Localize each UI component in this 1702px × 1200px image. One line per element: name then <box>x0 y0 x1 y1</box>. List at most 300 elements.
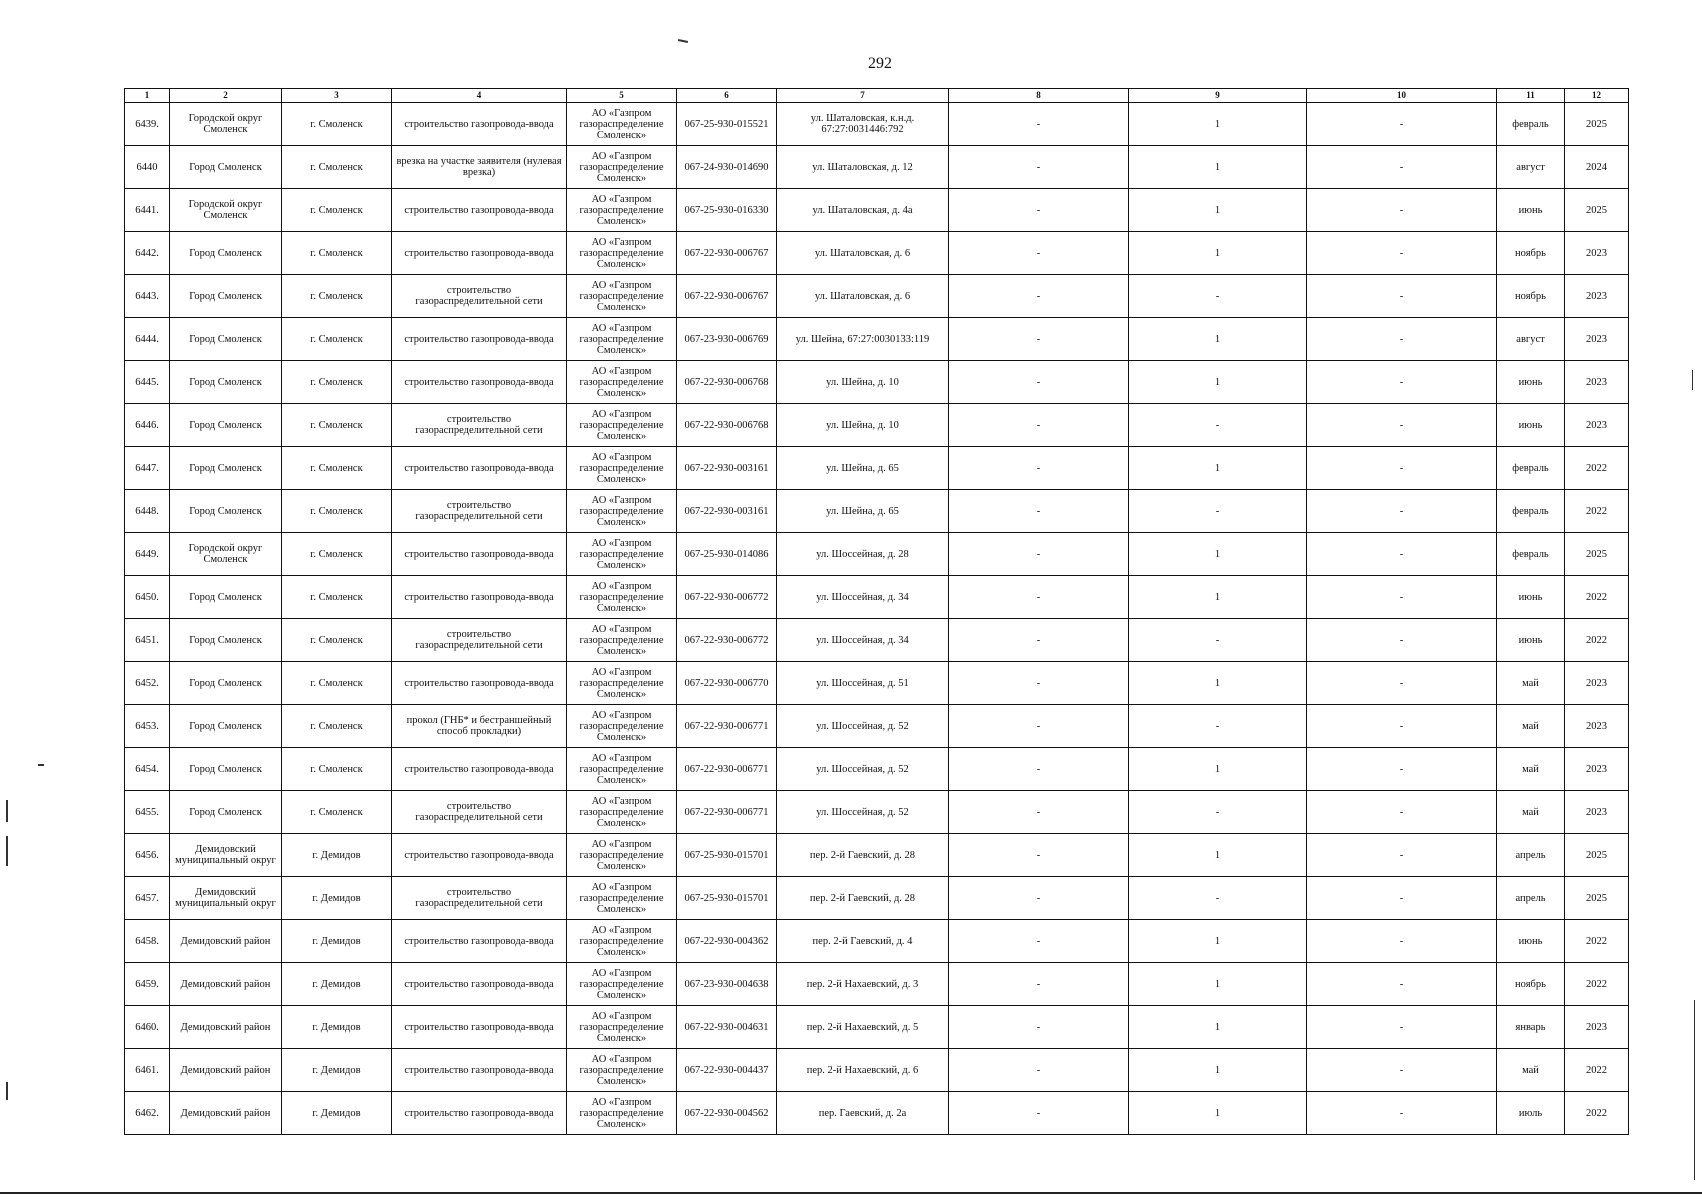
registry-code-cell: 067-22-930-006771 <box>677 791 777 834</box>
year-cell: 2025 <box>1565 877 1629 920</box>
work-type-cell: строительство газопровода-ввода <box>392 189 567 232</box>
year-cell: 2023 <box>1565 275 1629 318</box>
table-row <box>125 189 1629 232</box>
address-cell: ул. Шоссейная, д. 34 <box>777 576 949 619</box>
year-cell: 2023 <box>1565 232 1629 275</box>
month-cell: январь <box>1497 1006 1565 1049</box>
year-cell: 2023 <box>1565 404 1629 447</box>
district-cell: Город Смоленск <box>170 232 282 275</box>
district-cell: Город Смоленск <box>170 146 282 189</box>
column-header-1: 1 <box>125 89 170 103</box>
column-header-9: 9 <box>1129 89 1307 103</box>
organization-cell: АО «Газпром газораспределение Смоленск» <box>567 533 677 576</box>
district-cell: Город Смоленск <box>170 791 282 834</box>
column-9-cell: 1 <box>1129 1006 1307 1049</box>
column-9-cell: 1 <box>1129 103 1307 146</box>
address-cell: ул. Шейна, 67:27:0030133:119 <box>777 318 949 361</box>
column-header-5: 5 <box>567 89 677 103</box>
year-cell: 2022 <box>1565 963 1629 1006</box>
table-row <box>125 834 1629 877</box>
column-10-cell: - <box>1307 189 1497 232</box>
work-type-cell: строительство газопровода-ввода <box>392 361 567 404</box>
settlement-cell: г. Смоленск <box>282 404 392 447</box>
column-8-cell: - <box>949 447 1129 490</box>
column-9-cell: - <box>1129 275 1307 318</box>
column-8-cell: - <box>949 533 1129 576</box>
month-cell: август <box>1497 146 1565 189</box>
column-10-cell: - <box>1307 791 1497 834</box>
year-cell: 2023 <box>1565 705 1629 748</box>
organization-cell: АО «Газпром газораспределение Смоленск» <box>567 748 677 791</box>
year-cell: 2023 <box>1565 318 1629 361</box>
work-type-cell: строительство газопровода-ввода <box>392 447 567 490</box>
column-8-cell: - <box>949 662 1129 705</box>
row-number: 6449. <box>125 533 170 576</box>
month-cell: ноябрь <box>1497 232 1565 275</box>
row-number: 6455. <box>125 791 170 834</box>
settlement-cell: г. Смоленск <box>282 705 392 748</box>
year-cell: 2022 <box>1565 1049 1629 1092</box>
month-cell: июнь <box>1497 189 1565 232</box>
column-10-cell: - <box>1307 318 1497 361</box>
row-number: 6446. <box>125 404 170 447</box>
address-cell: ул. Шейна, д. 65 <box>777 490 949 533</box>
settlement-cell: г. Демидов <box>282 834 392 877</box>
settlement-cell: г. Смоленск <box>282 275 392 318</box>
work-type-cell: строительство газопровода-ввода <box>392 662 567 705</box>
district-cell: Город Смоленск <box>170 748 282 791</box>
table-row <box>125 748 1629 791</box>
column-header-12: 12 <box>1565 89 1629 103</box>
header-row <box>125 89 1629 103</box>
organization-cell: АО «Газпром газораспределение Смоленск» <box>567 877 677 920</box>
work-type-cell: строительство газопровода-ввода <box>392 1006 567 1049</box>
district-cell: Городской округ Смоленск <box>170 189 282 232</box>
organization-cell: АО «Газпром газораспределение Смоленск» <box>567 1092 677 1135</box>
district-cell: Город Смоленск <box>170 447 282 490</box>
work-type-cell: прокол (ГНБ* и бестраншейный способ прокладки) <box>392 705 567 748</box>
column-8-cell: - <box>949 1006 1129 1049</box>
table-row <box>125 318 1629 361</box>
column-8-cell: - <box>949 963 1129 1006</box>
settlement-cell: г. Смоленск <box>282 189 392 232</box>
column-9-cell: - <box>1129 490 1307 533</box>
organization-cell: АО «Газпром газораспределение Смоленск» <box>567 361 677 404</box>
work-type-cell: строительство газораспределительной сети <box>392 275 567 318</box>
organization-cell: АО «Газпром газораспределение Смоленск» <box>567 920 677 963</box>
column-9-cell: - <box>1129 404 1307 447</box>
column-header-6: 6 <box>677 89 777 103</box>
column-8-cell: - <box>949 705 1129 748</box>
address-cell: пер. 2-й Гаевский, д. 28 <box>777 834 949 877</box>
column-9-cell: 1 <box>1129 1049 1307 1092</box>
column-header-10: 10 <box>1307 89 1497 103</box>
row-number: 6454. <box>125 748 170 791</box>
table-row <box>125 963 1629 1006</box>
work-type-cell: строительство газораспределительной сети <box>392 877 567 920</box>
column-8-cell: - <box>949 361 1129 404</box>
table-row <box>125 662 1629 705</box>
month-cell: февраль <box>1497 490 1565 533</box>
district-cell: Город Смоленск <box>170 705 282 748</box>
column-8-cell: - <box>949 103 1129 146</box>
scan-edge-mark <box>1692 370 1693 390</box>
work-type-cell: строительство газопровода-ввода <box>392 576 567 619</box>
month-cell: июль <box>1497 1092 1565 1135</box>
table-row <box>125 490 1629 533</box>
month-cell: июнь <box>1497 404 1565 447</box>
address-cell: ул. Шейна, д. 65 <box>777 447 949 490</box>
work-type-cell: строительство газопровода-ввода <box>392 103 567 146</box>
settlement-cell: г. Смоленск <box>282 318 392 361</box>
address-cell: ул. Шаталовская, д. 6 <box>777 275 949 318</box>
organization-cell: АО «Газпром газораспределение Смоленск» <box>567 1049 677 1092</box>
column-9-cell: 1 <box>1129 189 1307 232</box>
table-row <box>125 275 1629 318</box>
registry-code-cell: 067-22-930-004631 <box>677 1006 777 1049</box>
table-row <box>125 404 1629 447</box>
row-number: 6447. <box>125 447 170 490</box>
year-cell: 2025 <box>1565 834 1629 877</box>
row-number: 6445. <box>125 361 170 404</box>
registry-code-cell: 067-22-930-006771 <box>677 748 777 791</box>
row-number: 6451. <box>125 619 170 662</box>
district-cell: Демидовский район <box>170 1092 282 1135</box>
column-8-cell: - <box>949 834 1129 877</box>
organization-cell: АО «Газпром газораспределение Смоленск» <box>567 103 677 146</box>
registry-code-cell: 067-23-930-004638 <box>677 963 777 1006</box>
organization-cell: АО «Газпром газораспределение Смоленск» <box>567 232 677 275</box>
column-10-cell: - <box>1307 1006 1497 1049</box>
registry-code-cell: 067-22-930-004562 <box>677 1092 777 1135</box>
row-number: 6448. <box>125 490 170 533</box>
column-header-4: 4 <box>392 89 567 103</box>
month-cell: ноябрь <box>1497 963 1565 1006</box>
district-cell: Город Смоленск <box>170 662 282 705</box>
table-row <box>125 146 1629 189</box>
registry-code-cell: 067-22-930-006768 <box>677 404 777 447</box>
settlement-cell: г. Смоленск <box>282 748 392 791</box>
year-cell: 2022 <box>1565 619 1629 662</box>
district-cell: Демидовский муниципальный округ <box>170 834 282 877</box>
page-number: 292 <box>868 55 892 72</box>
year-cell: 2025 <box>1565 103 1629 146</box>
column-8-cell: - <box>949 146 1129 189</box>
year-cell: 2022 <box>1565 920 1629 963</box>
column-10-cell: - <box>1307 963 1497 1006</box>
column-9-cell: 1 <box>1129 447 1307 490</box>
district-cell: Демидовский район <box>170 920 282 963</box>
column-10-cell: - <box>1307 834 1497 877</box>
scan-mark <box>678 39 688 43</box>
year-cell: 2023 <box>1565 1006 1629 1049</box>
year-cell: 2022 <box>1565 490 1629 533</box>
column-10-cell: - <box>1307 748 1497 791</box>
registry-code-cell: 067-22-930-006767 <box>677 275 777 318</box>
month-cell: июнь <box>1497 361 1565 404</box>
column-9-cell: 1 <box>1129 748 1307 791</box>
address-cell: пер. 2-й Гаевский, д. 28 <box>777 877 949 920</box>
column-10-cell: - <box>1307 103 1497 146</box>
scan-bottom-edge <box>0 1192 1702 1194</box>
column-header-2: 2 <box>170 89 282 103</box>
district-cell: Город Смоленск <box>170 275 282 318</box>
column-8-cell: - <box>949 877 1129 920</box>
month-cell: июнь <box>1497 576 1565 619</box>
column-9-cell: - <box>1129 877 1307 920</box>
month-cell: май <box>1497 1049 1565 1092</box>
column-8-cell: - <box>949 619 1129 662</box>
settlement-cell: г. Демидов <box>282 920 392 963</box>
organization-cell: АО «Газпром газораспределение Смоленск» <box>567 490 677 533</box>
column-header-7: 7 <box>777 89 949 103</box>
settlement-cell: г. Демидов <box>282 1006 392 1049</box>
column-10-cell: - <box>1307 920 1497 963</box>
row-number: 6459. <box>125 963 170 1006</box>
registry-code-cell: 067-24-930-014690 <box>677 146 777 189</box>
column-9-cell: 1 <box>1129 662 1307 705</box>
organization-cell: АО «Газпром газораспределение Смоленск» <box>567 146 677 189</box>
table-row <box>125 576 1629 619</box>
row-number: 6460. <box>125 1006 170 1049</box>
organization-cell: АО «Газпром газораспределение Смоленск» <box>567 404 677 447</box>
column-8-cell: - <box>949 1049 1129 1092</box>
column-header-8: 8 <box>949 89 1129 103</box>
table-row <box>125 1049 1629 1092</box>
work-type-cell: строительство газопровода-ввода <box>392 834 567 877</box>
table-row <box>125 920 1629 963</box>
column-10-cell: - <box>1307 361 1497 404</box>
district-cell: Город Смоленск <box>170 619 282 662</box>
table-row <box>125 232 1629 275</box>
district-cell: Демидовский район <box>170 963 282 1006</box>
work-type-cell: строительство газораспределительной сети <box>392 404 567 447</box>
organization-cell: АО «Газпром газораспределение Смоленск» <box>567 662 677 705</box>
settlement-cell: г. Смоленск <box>282 791 392 834</box>
table-row <box>125 533 1629 576</box>
address-cell: ул. Шаталовская, д. 4а <box>777 189 949 232</box>
month-cell: июнь <box>1497 920 1565 963</box>
district-cell: Демидовский район <box>170 1049 282 1092</box>
scan-edge-mark <box>6 836 8 866</box>
settlement-cell: г. Демидов <box>282 1092 392 1135</box>
organization-cell: АО «Газпром газораспределение Смоленск» <box>567 791 677 834</box>
address-cell: пер. 2-й Нахаевский, д. 6 <box>777 1049 949 1092</box>
column-10-cell: - <box>1307 447 1497 490</box>
scan-mark-left <box>38 764 44 766</box>
table-row <box>125 619 1629 662</box>
column-10-cell: - <box>1307 662 1497 705</box>
column-8-cell: - <box>949 490 1129 533</box>
month-cell: август <box>1497 318 1565 361</box>
address-cell: ул. Шоссейная, д. 51 <box>777 662 949 705</box>
table-row <box>125 1006 1629 1049</box>
column-10-cell: - <box>1307 705 1497 748</box>
table-body <box>125 103 1629 1135</box>
column-10-cell: - <box>1307 232 1497 275</box>
row-number: 6457. <box>125 877 170 920</box>
year-cell: 2023 <box>1565 791 1629 834</box>
column-header-3: 3 <box>282 89 392 103</box>
year-cell: 2022 <box>1565 447 1629 490</box>
registry-code-cell: 067-22-930-006771 <box>677 705 777 748</box>
column-8-cell: - <box>949 576 1129 619</box>
work-type-cell: строительство газопровода-ввода <box>392 1092 567 1135</box>
column-9-cell: 1 <box>1129 963 1307 1006</box>
month-cell: май <box>1497 791 1565 834</box>
work-type-cell: строительство газораспределительной сети <box>392 619 567 662</box>
work-type-cell: строительство газопровода-ввода <box>392 232 567 275</box>
row-number: 6452. <box>125 662 170 705</box>
work-type-cell: строительство газораспределительной сети <box>392 490 567 533</box>
column-9-cell: - <box>1129 619 1307 662</box>
organization-cell: АО «Газпром газораспределение Смоленск» <box>567 447 677 490</box>
organization-cell: АО «Газпром газораспределение Смоленск» <box>567 275 677 318</box>
column-10-cell: - <box>1307 490 1497 533</box>
row-number: 6440 <box>125 146 170 189</box>
organization-cell: АО «Газпром газораспределение Смоленск» <box>567 963 677 1006</box>
column-10-cell: - <box>1307 1092 1497 1135</box>
month-cell: май <box>1497 662 1565 705</box>
registry-code-cell: 067-22-930-003161 <box>677 490 777 533</box>
column-10-cell: - <box>1307 877 1497 920</box>
column-8-cell: - <box>949 748 1129 791</box>
month-cell: май <box>1497 705 1565 748</box>
organization-cell: АО «Газпром газораспределение Смоленск» <box>567 189 677 232</box>
address-cell: пер. 2-й Нахаевский, д. 3 <box>777 963 949 1006</box>
work-type-cell: врезка на участке заявителя (нулевая врезка) <box>392 146 567 189</box>
column-8-cell: - <box>949 232 1129 275</box>
registry-code-cell: 067-22-930-006772 <box>677 576 777 619</box>
settlement-cell: г. Смоленск <box>282 103 392 146</box>
column-9-cell: 1 <box>1129 318 1307 361</box>
row-number: 6444. <box>125 318 170 361</box>
address-cell: ул. Шаталовская, д. 12 <box>777 146 949 189</box>
year-cell: 2023 <box>1565 361 1629 404</box>
month-cell: февраль <box>1497 533 1565 576</box>
year-cell: 2025 <box>1565 533 1629 576</box>
column-10-cell: - <box>1307 275 1497 318</box>
month-cell: апрель <box>1497 834 1565 877</box>
column-10-cell: - <box>1307 533 1497 576</box>
row-number: 6441. <box>125 189 170 232</box>
column-8-cell: - <box>949 791 1129 834</box>
row-number: 6461. <box>125 1049 170 1092</box>
table-row <box>125 361 1629 404</box>
year-cell: 2025 <box>1565 189 1629 232</box>
row-number: 6439. <box>125 103 170 146</box>
year-cell: 2022 <box>1565 576 1629 619</box>
district-cell: Город Смоленск <box>170 318 282 361</box>
month-cell: февраль <box>1497 447 1565 490</box>
column-9-cell: 1 <box>1129 232 1307 275</box>
district-cell: Город Смоленск <box>170 576 282 619</box>
column-8-cell: - <box>949 1092 1129 1135</box>
work-type-cell: строительство газораспределительной сети <box>392 791 567 834</box>
registry-code-cell: 067-22-930-006767 <box>677 232 777 275</box>
organization-cell: АО «Газпром газораспределение Смоленск» <box>567 318 677 361</box>
registry-code-cell: 067-22-930-006768 <box>677 361 777 404</box>
address-cell: ул. Шоссейная, д. 52 <box>777 705 949 748</box>
registry-code-cell: 067-22-930-004362 <box>677 920 777 963</box>
scan-edge-mark <box>6 1082 8 1100</box>
table-row <box>125 1092 1629 1135</box>
work-type-cell: строительство газопровода-ввода <box>392 533 567 576</box>
address-cell: ул. Шоссейная, д. 34 <box>777 619 949 662</box>
column-9-cell: 1 <box>1129 1092 1307 1135</box>
column-9-cell: 1 <box>1129 146 1307 189</box>
settlement-cell: г. Смоленск <box>282 619 392 662</box>
year-cell: 2023 <box>1565 748 1629 791</box>
column-8-cell: - <box>949 920 1129 963</box>
address-cell: пер. Гаевский, д. 2а <box>777 1092 949 1135</box>
settlement-cell: г. Демидов <box>282 877 392 920</box>
district-cell: Городской округ Смоленск <box>170 103 282 146</box>
address-cell: ул. Шаталовская, к.н.д. 67:27:0031446:792 <box>777 103 949 146</box>
registry-code-cell: 067-25-930-016330 <box>677 189 777 232</box>
registry-code-cell: 067-25-930-014086 <box>677 533 777 576</box>
table-row <box>125 877 1629 920</box>
district-cell: Город Смоленск <box>170 404 282 447</box>
registry-code-cell: 067-22-930-003161 <box>677 447 777 490</box>
column-10-cell: - <box>1307 404 1497 447</box>
settlement-cell: г. Демидов <box>282 963 392 1006</box>
address-cell: ул. Шаталовская, д. 6 <box>777 232 949 275</box>
registry-code-cell: 067-23-930-006769 <box>677 318 777 361</box>
organization-cell: АО «Газпром газораспределение Смоленск» <box>567 705 677 748</box>
settlement-cell: г. Смоленск <box>282 533 392 576</box>
settlement-cell: г. Смоленск <box>282 447 392 490</box>
scan-edge-mark <box>1694 1000 1695 1180</box>
row-number: 6462. <box>125 1092 170 1135</box>
address-cell: ул. Шоссейная, д. 52 <box>777 791 949 834</box>
settlement-cell: г. Смоленск <box>282 361 392 404</box>
column-8-cell: - <box>949 318 1129 361</box>
registry-code-cell: 067-25-930-015701 <box>677 834 777 877</box>
column-9-cell: 1 <box>1129 576 1307 619</box>
row-number: 6458. <box>125 920 170 963</box>
organization-cell: АО «Газпром газораспределение Смоленск» <box>567 619 677 662</box>
column-8-cell: - <box>949 275 1129 318</box>
work-type-cell: строительство газопровода-ввода <box>392 920 567 963</box>
column-9-cell: - <box>1129 705 1307 748</box>
settlement-cell: г. Демидов <box>282 1049 392 1092</box>
month-cell: май <box>1497 748 1565 791</box>
column-8-cell: - <box>949 189 1129 232</box>
address-cell: ул. Шейна, д. 10 <box>777 404 949 447</box>
column-header-11: 11 <box>1497 89 1565 103</box>
table-row <box>125 103 1629 146</box>
row-number: 6450. <box>125 576 170 619</box>
year-cell: 2022 <box>1565 1092 1629 1135</box>
work-type-cell: строительство газопровода-ввода <box>392 1049 567 1092</box>
row-number: 6456. <box>125 834 170 877</box>
table-row <box>125 705 1629 748</box>
month-cell: июнь <box>1497 619 1565 662</box>
district-cell: Город Смоленск <box>170 361 282 404</box>
column-9-cell: 1 <box>1129 920 1307 963</box>
column-8-cell: - <box>949 404 1129 447</box>
settlement-cell: г. Смоленск <box>282 576 392 619</box>
settlement-cell: г. Смоленск <box>282 662 392 705</box>
registry-code-cell: 067-25-930-015521 <box>677 103 777 146</box>
organization-cell: АО «Газпром газораспределение Смоленск» <box>567 834 677 877</box>
row-number: 6443. <box>125 275 170 318</box>
column-10-cell: - <box>1307 1049 1497 1092</box>
year-cell: 2023 <box>1565 662 1629 705</box>
month-cell: ноябрь <box>1497 275 1565 318</box>
registry-code-cell: 067-22-930-006770 <box>677 662 777 705</box>
